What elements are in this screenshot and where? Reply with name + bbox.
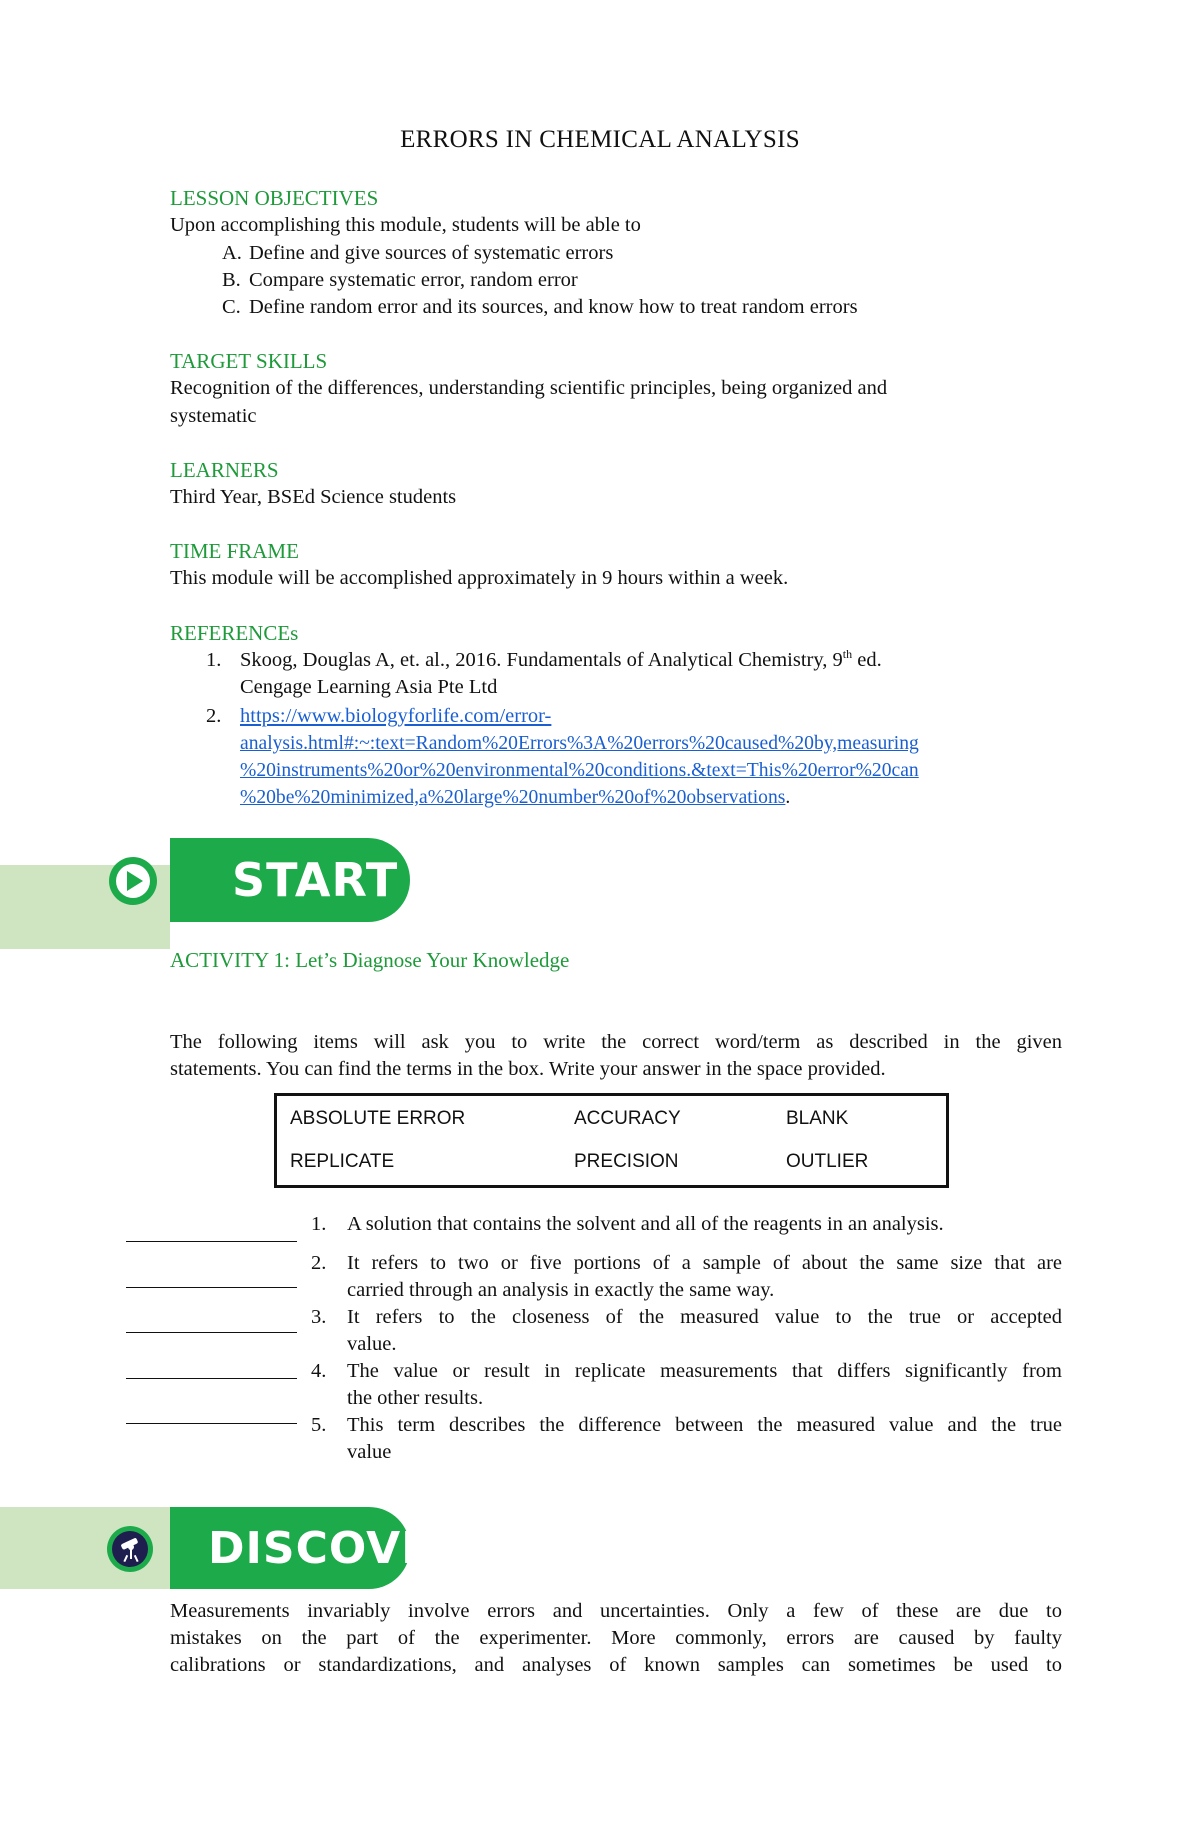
item-number: 5. [311,1414,327,1436]
discover-banner-label: DISCOVER [170,1507,410,1589]
reference-link-line: %20be%20minimized,a%20large%20number%20of%20observations. [240,787,791,808]
learners-heading: LEARNERS [170,458,279,482]
play-icon [108,856,158,906]
references-heading: REFERENCEs [170,621,299,645]
reference-1: Skoog, Douglas A, et. al., 2016. Fundamentals of Analytical Chemistry, 9th ed. [240,647,882,671]
skills-text: Recognition of the differences, understanding scientific principles, being organized and [170,377,888,399]
reference-marker: 2. [206,705,222,727]
reference-link[interactable]: %20instruments%20or%20environmental%20conditions.&text=This%20error%20can [240,760,919,781]
item-number: 1. [311,1213,327,1235]
item-text: value. [347,1333,397,1355]
discover-text: mistakes on the part of the experimenter. More commonly, errors are caused by faulty [170,1627,1062,1649]
objective-item: Define and give sources of systematic errors [249,242,614,264]
reference-link[interactable]: https://www.biologyforlife.com/error- [240,705,552,727]
item-number: 3. [311,1306,327,1328]
answer-blank[interactable] [126,1378,297,1379]
learners-text: Third Year, BSEd Science students [170,486,457,508]
answer-blank[interactable] [126,1423,297,1424]
word-box-term: ABSOLUTE ERROR [290,1108,466,1129]
word-box-term: PRECISION [574,1151,679,1172]
word-box-term: ACCURACY [574,1108,681,1129]
word-box-term: OUTLIER [786,1151,869,1172]
discover-text: calibrations or standardizations, and analyses of known samples can sometimes be used to [170,1654,1062,1676]
telescope-icon [106,1525,154,1573]
reference-1-line2: Cengage Learning Asia Pte Ltd [240,676,498,698]
objective-marker: B. [222,269,241,291]
item-number: 2. [311,1252,327,1274]
item-text: The value or result in replicate measurements that differs significantly from [347,1360,1062,1382]
timeframe-text: This module will be accomplished approximately in 9 hours within a week. [170,567,789,589]
objective-item: Define random error and its sources, and know how to treat random errors [249,296,858,318]
item-text: A solution that contains the solvent and all of the reagents in an analysis. [347,1213,944,1235]
item-number: 4. [311,1360,327,1382]
item-text: the other results. [347,1387,484,1409]
item-text: value [347,1441,392,1463]
answer-blank[interactable] [126,1332,297,1333]
word-box-term: REPLICATE [290,1151,395,1172]
activity-instructions: statements. You can find the terms in the box. Write your answer in the space provided. [170,1058,886,1080]
item-text: carried through an analysis in exactly the same way. [347,1279,775,1301]
reference-link[interactable]: analysis.html#:~:text=Random%20Errors%3A%20errors%20caused%20by,measuring [240,733,919,754]
discover-banner [170,1507,468,1589]
start-banner [170,838,410,922]
reference-marker: 1. [206,649,222,671]
objective-marker: C. [222,296,241,318]
answer-blank[interactable] [126,1287,297,1288]
page-title: ERRORS IN CHEMICAL ANALYSIS [400,126,800,153]
objective-marker: A. [222,242,242,264]
objective-item: Compare systematic error, random error [249,269,578,291]
item-text: This term describes the difference between the measured value and the true [347,1414,1062,1436]
item-text: It refers to the closeness of the measured value to the true or accepted [347,1306,1062,1328]
discover-text: Measurements invariably involve errors and uncertainties. Only a few of these are due to [170,1600,1062,1622]
activity-title: ACTIVITY 1: Let’s Diagnose Your Knowledge [170,948,570,972]
timeframe-heading: TIME FRAME [170,539,299,563]
objectives-intro: Upon accomplishing this module, students will be able to [170,214,641,236]
answer-blank[interactable] [126,1241,297,1242]
reference-link[interactable]: %20be%20minimized,a%20large%20number%20of%20observations [240,787,786,808]
skills-heading: TARGET SKILLS [170,349,328,373]
start-banner-label: START [170,838,410,922]
item-text: It refers to two or five portions of a sample of about the same size that are [347,1252,1062,1274]
activity-instructions: The following items will ask you to write the correct word/term as described in the given [170,1031,1062,1053]
objectives-heading: LESSON OBJECTIVES [170,186,379,210]
word-box-term: BLANK [786,1108,849,1129]
skills-text: systematic [170,405,257,427]
